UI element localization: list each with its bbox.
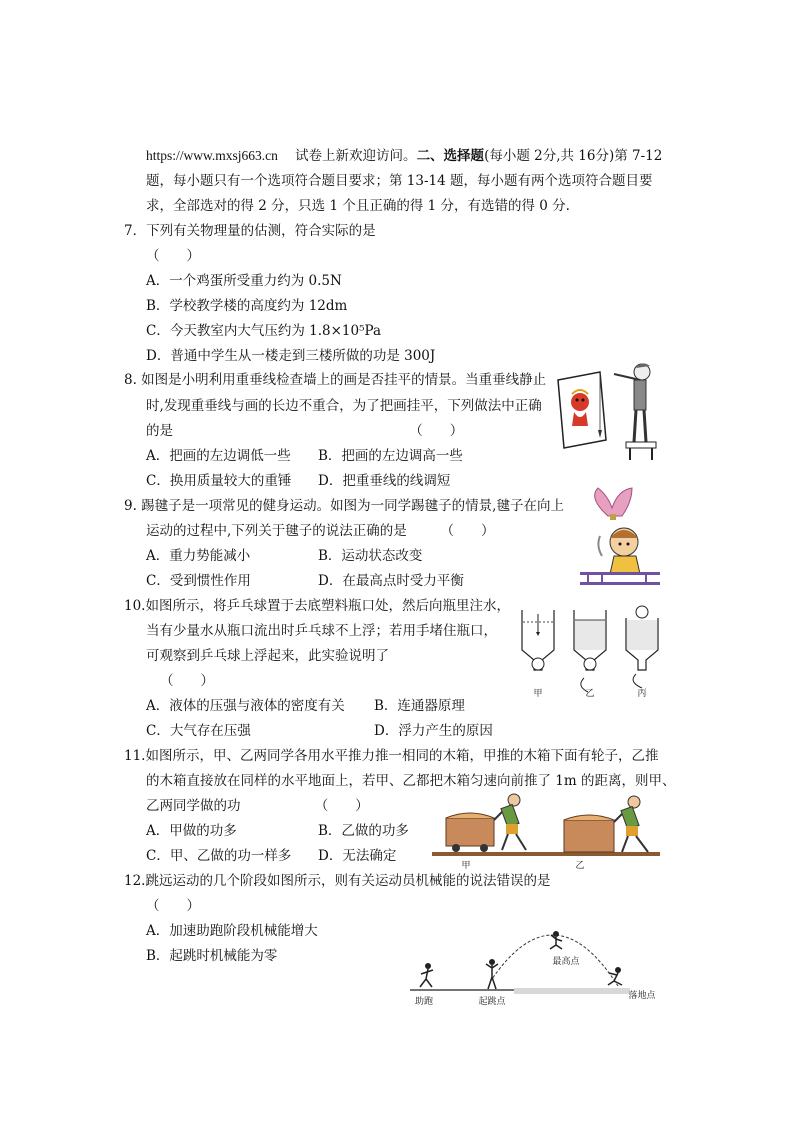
q11-stem-2: 的木箱直接放在同样的水平地面上，若甲、乙都把木箱匀速向前推了 1m 的距离，则甲、 <box>146 773 676 789</box>
q9-option-a: A．重力势能减小 <box>146 548 251 564</box>
q12-blank: （ ） <box>146 898 200 914</box>
q9-option-d: D．在最高点时受力平衡 <box>318 573 464 589</box>
q11-option-a: A．甲做的功多 <box>146 823 237 839</box>
q8-option-a: A．把画的左边调低一些 <box>146 448 291 464</box>
q12-stem: 12.跳远运动的几个阶段如图所示，则有关运动员机械能的说法错误的是 <box>124 873 551 889</box>
q8-option-d: D．把重垂线的线调短 <box>318 473 451 489</box>
intro-line-2: 题，每小题只有一个选项符合题目要求；第 13-14 题，每小题有两个选项符合题目要 <box>146 173 653 189</box>
q10-stem-2: 当有少量水从瓶口流出时乒乓球不上浮；若用手堵住瓶口， <box>146 623 497 639</box>
q10-figure-label-jia: 甲 <box>533 689 543 699</box>
q10-option-c: C．大气存在压强 <box>146 723 251 739</box>
q12-figure-label-takeoff: 起跳点 <box>478 997 506 1007</box>
q9-option-c: C．受到惯性作用 <box>146 573 251 589</box>
q7-option-c: C．今天教室内大气压约为 1.8×10⁵Pa <box>146 323 382 339</box>
q8-figure-plumb-line <box>552 362 662 466</box>
q7-option-b: B．学校教学楼的高度约为 12dm <box>146 298 348 314</box>
q10-figure-label-bing: 丙 <box>637 689 647 699</box>
q7-option-a: A．一个鸡蛋所受重力约为 0.5N <box>146 273 342 289</box>
q12-option-b: B．起跳时机械能为零 <box>146 948 278 964</box>
q11-option-d: D．无法确定 <box>318 848 397 864</box>
q11-figure-pushing-boxes <box>432 790 664 872</box>
q10-stem-3: 可观察到乒乓球上浮起来，此实验说明了 <box>146 648 389 664</box>
q10-option-d: D．浮力产生的原因 <box>374 723 493 739</box>
q11-stem-1: 11.如图所示，甲、乙两同学各用水平推力推一相同的木箱，甲推的木箱下面有轮子，乙推 <box>124 748 659 764</box>
q8-stem-2: 时,发现重垂线与画的长边不重合，为了把画挂平，下列做法中正确 <box>146 398 542 414</box>
intro-line-3: 求，全部选对的得 2 分，只选 1 个且正确的得 1 分，有选错的得 0 分. <box>146 198 570 214</box>
q9-option-b: B．运动状态改变 <box>318 548 423 564</box>
q12-option-a: A．加速助跑阶段机械能增大 <box>146 923 318 939</box>
q12-figure-label-run-up: 助跑 <box>414 997 434 1007</box>
q11-figure-label-yi: 乙 <box>575 861 585 871</box>
q10-figure-label-yi: 乙 <box>585 689 595 699</box>
q12-figure-label-highest: 最高点 <box>552 957 580 967</box>
q9-figure-shuttlecock <box>580 486 660 586</box>
q8-option-b: B．把画的左边调高一些 <box>318 448 463 464</box>
q7-stem: 7．下列有关物理量的估测，符合实际的是 <box>124 223 376 239</box>
q11-option-c: C．甲、乙做的功一样多 <box>146 848 292 864</box>
q11-option-b: B．乙做的功多 <box>318 823 409 839</box>
q12-figure-long-jump <box>406 924 666 1010</box>
q12-figure-label-landing: 落地点 <box>628 991 656 1001</box>
q8-option-c: C．换用质量较大的重锤 <box>146 473 292 489</box>
q7-option-d: D．普通中学生从一楼走到三楼所做的功是 300J <box>146 348 436 364</box>
q10-stem-1: 10.如图所示，将乒乓球置于去底塑料瓶口处，然后向瓶里注水， <box>124 598 510 614</box>
q11-figure-label-jia: 甲 <box>461 861 471 871</box>
q7-blank: （ ） <box>146 248 200 264</box>
source-url[interactable]: https://www.mxsj663.cn <box>146 148 278 163</box>
q10-option-a: A．液体的压强与液体的密度有关 <box>146 698 345 714</box>
q8-stem-1: 8. 如图是小明利用重垂线检查墙上的画是否挂平的情景。当重垂线静止 <box>124 372 547 388</box>
section-title: 二、选择题 <box>416 148 485 164</box>
q10-figure-bottles <box>516 604 666 700</box>
q10-option-b: B．连通器原理 <box>374 698 465 714</box>
q9-stem-1: 9. 踢毽子是一项常见的健身运动。如图为一同学踢毽子的情景,毽子在向上 <box>124 498 564 514</box>
intro-line-1 <box>146 146 662 166</box>
q9-stem-2: 运动的过程中,下列关于毽子的说法正确的是 （ ） <box>146 523 495 539</box>
q8-stem-3: 的是 （ ） <box>146 423 464 439</box>
q10-blank: （ ） <box>160 673 214 689</box>
q11-stem-3: 乙两同学做的功 （ ） <box>146 798 369 814</box>
section-scoring: (每小题 2分,共 16分)第 7-12 <box>484 148 663 164</box>
welcome-text: 试卷上新欢迎访问。 <box>295 148 417 164</box>
